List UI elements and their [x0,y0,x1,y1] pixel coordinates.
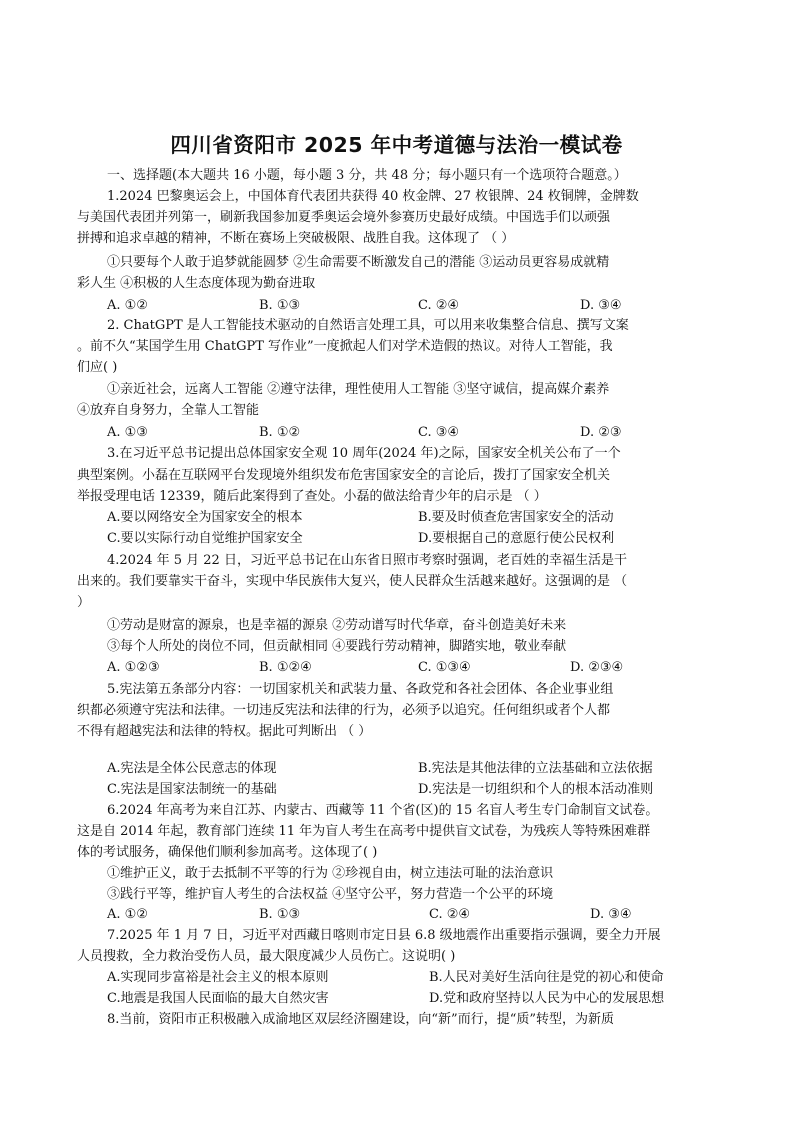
exam-title: 四川省资阳市 2025 年中考道德与法治一模试卷 [170,133,623,157]
q3-option-d: D.要根据自己的意愿行使公民权利 [418,531,615,546]
q4-statement-2: ③每个人所处的岗位不同，但贡献相同 ④要践行劳动精神，脚踏实地，敬业奉献 [107,639,567,654]
q2-statement-2: ④放弃自身努力，全靠人工智能 [77,403,260,418]
q5-option-a: A.宪法是全体公民意志的体现 [107,761,277,776]
q1-option-c: C. ②④ [418,298,460,313]
q4-option-a: A. ①②③ [107,660,160,675]
q1-option-d: D. ③④ [580,298,622,313]
q3-option-b: B.要及时侦查危害国家安全的活动 [418,510,614,525]
q7-option-d: D.党和政府坚持以人民为中心的发展思想 [429,991,665,1006]
q7-line-2: 人员搜救，全力救治受伤人员，最大限度减少人员伤亡。这说明( ) [77,949,456,964]
q3-line-3: 举报受理电话 12339，随后此案得到了查处。小磊的做法给青少年的启示是 （ ） [77,489,547,504]
q2-line-3: 们应( ) [77,360,118,375]
q4-line-1: 4.2024 年 5 月 22 日，习近平总书记在山东省日照市考察时强调，老百姓的幸福生活是干 [107,553,627,568]
q5-line-1: 5.宪法第五条部分内容：一切国家机关和武装力量、各政党和各社会团体、各企业事业组 [107,682,614,697]
q1-statement-1: ①只要每个人敢于追梦就能圆梦 ②生命需要不断激发自己的潜能 ③运动员更容易成就精 [107,255,610,270]
q6-statement-2: ③践行平等，维护盲人考生的合法权益 ④坚守公平，努力营造一个公平的环境 [107,887,554,902]
q4-option-b: B. ①②④ [259,660,312,675]
q5-option-d: D.宪法是一切组织和个人的根本活动准则 [418,782,654,797]
q6-line-3: 体的考试服务，确保他们顺利参加高考。这体现了( ) [77,845,378,860]
q7-option-c: C.地震是我国人民面临的最大自然灾害 [107,991,329,1006]
q6-statement-1: ①维护正义，敢于去抵制不平等的行为 ②珍视自由，树立违法可耻的法治意识 [107,866,554,881]
q8-line-1: 8.当前，资阳市正积极融入成渝地区双层经济圈建设，向“新”而行，提“质”转型，为新质 [107,1012,614,1027]
q4-line-2: 出来的。我们要靠实干奋斗，实现中华民族伟大复兴，使人民群众生活越来越好。这强调的是 （ [77,574,628,589]
q3-option-a: A.要以网络安全为国家安全的根本 [107,510,303,525]
q6-option-c: C. ②④ [429,907,471,922]
q6-line-2: 这是自 2014 年起，教育部门连续 11 年为盲人考生在高考中提供盲文试卷，为残疾人等特殊困难群 [77,824,651,839]
q7-option-b: B.人民对美好生活向往是党的初心和使命 [429,970,664,985]
q2-statement-1: ①亲近社会，远离人工智能 ②遵守法律，理性使用人工智能 ③坚守诚信，提高媒介素养 [107,382,610,397]
q3-line-1: 3.在习近平总书记提出总体国家安全观 10 周年(2024 年)之际，国家安全机关公布了一个 [107,446,621,461]
q6-option-d: D. ③④ [590,907,632,922]
q6-option-a: A. ①② [107,907,148,922]
q2-option-c: C. ③④ [418,425,460,440]
q3-option-c: C.要以实际行动自觉维护国家安全 [107,531,303,546]
q6-line-1: 6.2024 年高考为来自江苏、内蒙古、西藏等 11 个省(区)的 15 名盲人考生专门命制盲文试卷。 [107,803,659,818]
q3-line-2: 典型案例。小磊在互联网平台发现境外组织发布危害国家安全的言论后，拨打了国家安全机关 [77,468,611,483]
q2-option-a: A. ①③ [107,425,148,440]
q5-option-b: B.宪法是其他法律的立法基础和立法依据 [418,761,653,776]
q1-line-3: 拼搏和追求卓越的精神，不断在赛场上突破极限、战胜自我。这体现了 （ ） [77,231,515,246]
q1-line-2: 与美国代表团并列第一，刷新我国参加夏季奥运会境外参赛历史最好成绩。中国选手们以顽强 [77,210,611,225]
q7-option-a: A.实现同步富裕是社会主义的根本原则 [107,970,329,985]
q5-option-c: C.宪法是国家法制统一的基础 [107,782,277,797]
q2-line-2: 。前不久“某国学生用 ChatGPT 写作业”一度掀起人们对学术造假的热议。对待人工智能，我 [77,339,613,354]
q2-option-d: D. ②③ [580,425,622,440]
q4-line-3: ） [77,595,91,610]
q4-option-c: C. ①③④ [418,660,471,675]
q6-option-b: B. ①③ [259,907,301,922]
q1-option-a: A. ①② [107,298,148,313]
q4-option-d: D. ②③④ [570,660,624,675]
q5-line-2: 织都必须遵守宪法和法律。一切违反宪法和法律的行为，必须予以追究。任何组织或者个人都 [77,703,611,718]
q7-line-1: 7.2025 年 1 月 7 日，习近平对西藏日喀则市定日县 6.8 级地震作出重要指示强调，要全力开展 [107,928,661,943]
q1-line-1: 1.2024 巴黎奥运会上，中国体育代表团共获得 40 枚金牌、27 枚银牌、24 枚铜牌，金牌数 [107,189,639,204]
q5-line-3: 不得有超越宪法和法律的特权。据此可判断出 （ ） [77,724,372,739]
section-header: 一、选择题(本大题共 16 小题，每小题 3 分，共 48 分；每小题只有一个选项符合题意。） [107,168,627,183]
q1-option-b: B. ①③ [259,298,301,313]
q2-line-1: 2. ChatGPT 是人工智能技术驱动的自然语言处理工具，可以用来收集整合信息、撰写文案 [107,318,629,333]
q2-option-b: B. ①② [259,425,301,440]
q1-statement-2: 彩人生 ④积极的人生态度体现为勤奋进取 [77,276,316,291]
q4-statement-1: ①劳动是财富的源泉，也是幸福的源泉 ②劳动谱写时代华章，奋斗创造美好未来 [107,618,567,633]
